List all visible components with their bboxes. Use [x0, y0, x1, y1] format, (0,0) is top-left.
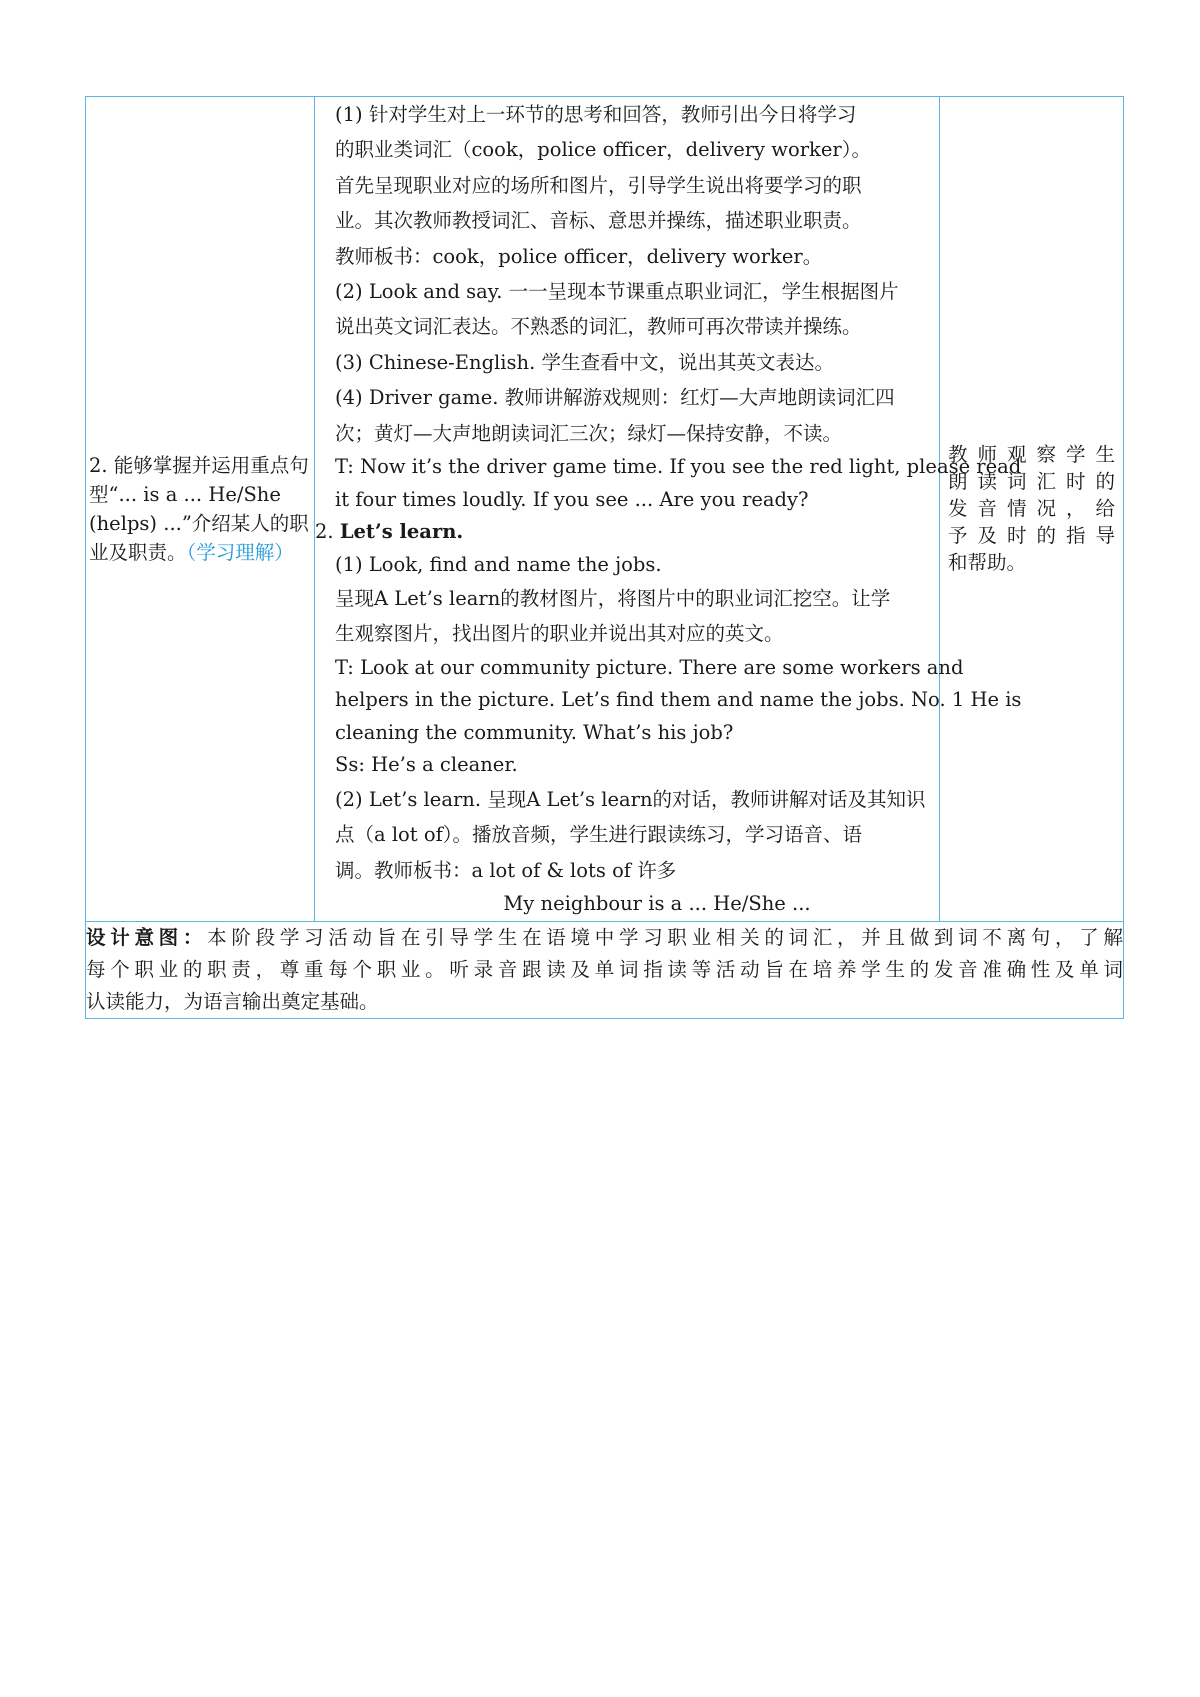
activity-row	[86, 97, 1124, 922]
section-title: Let’s learn.	[339, 520, 464, 544]
lesson-plan-table	[85, 96, 1124, 1019]
activity-line: helpers in the picture. Let’s find them and name the jobs. No. 1 He is	[335, 688, 1022, 712]
objective-body: 2. 能够掌握并运用重点句型“... is a ... He/She (helps) ...”介绍某人的职业及职责。	[89, 453, 309, 564]
activity-line: (2) Look and say. 一一呈现本节课重点职业词汇，学生根据图片	[335, 280, 899, 304]
design-intent-line: 认读能力，为语言输出奠定基础。	[86, 989, 379, 1013]
design-intent-line: 每个职业的职责，尊重每个职业。听录音跟读及单词指读等活动旨在培养学生的发音准确性及单词	[86, 957, 1123, 981]
design-intent-text: 本阶段学习活动旨在引导学生在语境中学习职业相关的词汇，并且做到词不离句，了解	[207, 925, 1123, 949]
activity-line: T: Look at our community picture. There are some workers and	[335, 655, 964, 679]
activity-line: 的职业类词汇（cook，police officer，delivery worker）。	[335, 138, 871, 162]
evaluation-cell	[940, 97, 1124, 922]
activity-line: (3) Chinese-English. 学生查看中文，说出其英文表达。	[335, 350, 834, 374]
board-sentence: My neighbour is a ... He/She ...	[503, 892, 811, 916]
evaluation-line: 教师观察学生	[948, 443, 1115, 467]
activity-line: cleaning the community. What’s his job?	[335, 720, 734, 744]
objective-tag: （学习理解）	[186, 540, 294, 564]
activity-line: (2) Let’s learn. 呈现A Let’s learn的对话，教师讲解对话及其知识	[335, 787, 926, 811]
activity-line: (4) Driver game. 教师讲解游戏规则：红灯—大声地朗读词汇四	[335, 386, 895, 410]
section-number: 2.	[315, 520, 334, 544]
evaluation-line: 予及时的指导	[948, 524, 1115, 548]
activity-line: 说出英文词汇表达。不熟悉的词汇，教师可再次带读并操练。	[335, 315, 862, 339]
activity-line: 调。教师板书：a lot of & lots of 许多	[335, 858, 677, 882]
activity-line: 点（a lot of）。播放音频，学生进行跟读练习，学习语音、语	[335, 823, 863, 847]
activity-line: (1) 针对学生对上一环节的思考和回答，教师引出今日将学习	[335, 103, 857, 126]
evaluation-line: 朗读词汇时的	[948, 470, 1115, 494]
objective-text	[86, 451, 314, 567]
activity-line: 呈现A Let’s learn的教材图片，将图片中的职业词汇挖空。让学	[335, 587, 891, 611]
activity-line: 业。其次教师教授词汇、音标、意思并操练，描述职业职责。	[335, 209, 862, 233]
activity-line: 次；黄灯—大声地朗读词汇三次；绿灯—保持安静，不读。	[335, 421, 843, 445]
design-intent-line	[86, 922, 1123, 954]
design-intent-row	[86, 921, 1124, 1018]
design-intent-cell	[86, 921, 1124, 1018]
activity-line: (1) Look, find and name the jobs.	[335, 552, 662, 576]
activity-line: 生观察图片，找出图片的职业并说出其对应的英文。	[335, 622, 784, 646]
evaluation-line: 发音情况，给	[948, 497, 1115, 521]
objective-cell	[86, 97, 315, 922]
activity-line: T: Now it’s the driver game time. If you see the red light, please read	[335, 455, 1022, 479]
activity-line: 首先呈现职业对应的场所和图片，引导学生说出将要学习的职	[335, 173, 862, 197]
activity-line: 教师板书：cook，police officer，delivery worker。	[335, 244, 823, 268]
activity-line: Ss: He’s a cleaner.	[335, 753, 518, 777]
activity-line: it four times loudly. If you see ... Are you ready?	[335, 487, 809, 511]
evaluation-text	[940, 441, 1123, 576]
evaluation-line: 和帮助。	[948, 551, 1027, 575]
design-intent-label: 设计意图：	[86, 925, 208, 949]
section-heading	[315, 516, 939, 549]
